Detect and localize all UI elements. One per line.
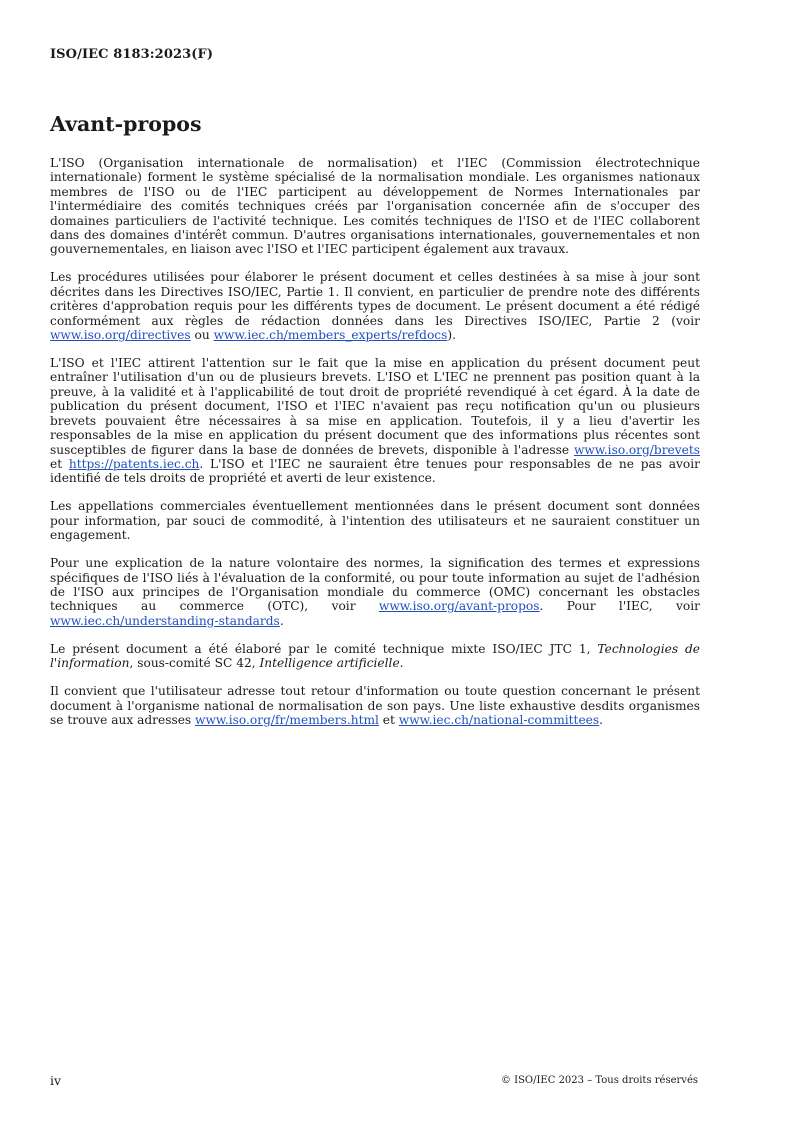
- iso-brevets-link[interactable]: www.iso.org/brevets: [573, 442, 700, 457]
- page-title: Avant-propos: [50, 112, 202, 136]
- paragraph-3-text-3: . L'ISO et l'IEC ne sauraient être tenues pour responsables de ne pas avoir identifié de tels droits de propriété et averti de leur existence.: [50, 456, 700, 486]
- paragraph-6-text-1: Le présent document a été élaboré par le comité technique mixte ISO/IEC JTC 1,: [50, 641, 598, 656]
- paragraph-3-text-2: et: [50, 456, 69, 471]
- paragraph-2-text-1: Les procédures utilisées pour élaborer le présent document et celles destinées à sa mise à jour sont décrites dans les Directives ISO/IEC, Partie 1. Il convient, en particulier de prendre note des différents critères d'approbation requis pour les différents types de document. Le présent document a été rédigé conformément aux règles de rédaction données dans les Directives ISO/IEC, Partie 2 (voir: [50, 270, 700, 328]
- iso-directives-link[interactable]: www.iso.org/directives: [50, 328, 191, 343]
- paragraph-7-text-2: et: [378, 712, 399, 727]
- paragraph-7-text-1: Il convient que l'utilisateur adresse tout retour d'information ou toute question concernant le présent document à l'organisme national de normalisation de son pays. Une liste exhaustive desdits organismes se trouve aux adresses: [50, 684, 700, 727]
- paragraph-4: Les appellations commerciales éventuellement mentionnées dans le présent document sont données pour information, par souci de commodité, à l'intention des utilisateurs et ne sauraient constituer un engagement.: [50, 499, 700, 543]
- paragraph-7: [50, 684, 700, 727]
- iec-refdocs-link[interactable]: www.iec.ch/members_experts/refdocs: [213, 328, 448, 343]
- paragraph-6-text-2: , sous-comité SC 42,: [129, 656, 260, 671]
- paragraph-3-text-1: L'ISO et l'IEC attirent l'attention sur le fait que la mise en application du présent document peut entraîner l'utilisation d'un ou de plusieurs brevets. L'ISO et L'IEC ne prennent pas position quant à la preuve, à la validité et à l'applicabilité de tout droit de propriété revendiqué à cet égard. À la date de publication du présent document, l'ISO et l'IEC n'avaient pas reçu notification qu'un ou plusieurs brevets pouvaient être nécessaires à sa mise en application. Toutefois, il y a lieu d'avertir les responsables de la mise en application du présent document que des informations plus récentes sont susceptibles de figurer dans la base de données de brevets, disponible à l'adresse: [50, 356, 700, 457]
- copyright-notice: © ISO/IEC 2023 – Tous droits réservés: [500, 1075, 698, 1086]
- document-identifier: ISO/IEC 8183:2023(F): [50, 47, 214, 62]
- paragraph-6: [50, 642, 700, 671]
- paragraph-2: [50, 270, 700, 342]
- paragraph-5: [50, 556, 700, 628]
- subcommittee-name: Intelligence artificielle: [259, 656, 400, 671]
- iec-understanding-standards-link[interactable]: www.iec.ch/understanding-standards: [50, 613, 280, 628]
- paragraph-5-text-1: Pour une explication de la nature volontaire des normes, la signification des termes et expressions spécifiques de l'ISO liés à l'évaluation de la conformité, ou pour toute information au sujet de l'adhésion de l'ISO aux principes de l'Organisation mondiale du commerce (OMC) concernant les obstacles techniques au commerce (OTC), voir: [50, 556, 700, 614]
- foreword-body: [50, 156, 700, 741]
- iec-national-committees-link[interactable]: www.iec.ch/national-committees: [398, 712, 600, 727]
- paragraph-2-text-3: ).: [447, 328, 457, 343]
- iso-members-link[interactable]: www.iso.org/fr/members.html: [195, 712, 379, 727]
- paragraph-1: L'ISO (Organisation internationale de normalisation) et l'IEC (Commission électrotechnique internationale) forment le système spécialisé de la normalisation mondiale. Les organismes nationaux membres de l'ISO ou de l'IEC participent au développement de Normes Internationales par l'intermédiaire des comités techniques créés par l'organisation concernée afin de s'occuper des domaines particuliers de l'activité technique. Les comités techniques de l'ISO et de l'IEC collaborent dans des domaines d'intérêt commun. D'autres organisations internationales, gouvernementales et non gouvernementales, en liaison avec l'ISO et l'IEC participent également aux travaux.: [50, 156, 700, 257]
- paragraph-6-text-3: .: [399, 656, 404, 671]
- iec-patents-link[interactable]: https://patents.iec.ch: [68, 456, 200, 471]
- iso-avant-propos-link[interactable]: www.iso.org/avant-propos: [378, 599, 540, 614]
- paragraph-5-text-3: .: [279, 613, 284, 628]
- paragraph-2-text-2: ou: [190, 328, 214, 343]
- paragraph-7-text-3: .: [599, 712, 604, 727]
- committee-name: Technologies de l'information: [50, 641, 701, 671]
- page-number: iv: [50, 1073, 62, 1088]
- paragraph-5-text-2: . Pour l'IEC, voir: [539, 599, 700, 614]
- paragraph-3: [50, 356, 700, 486]
